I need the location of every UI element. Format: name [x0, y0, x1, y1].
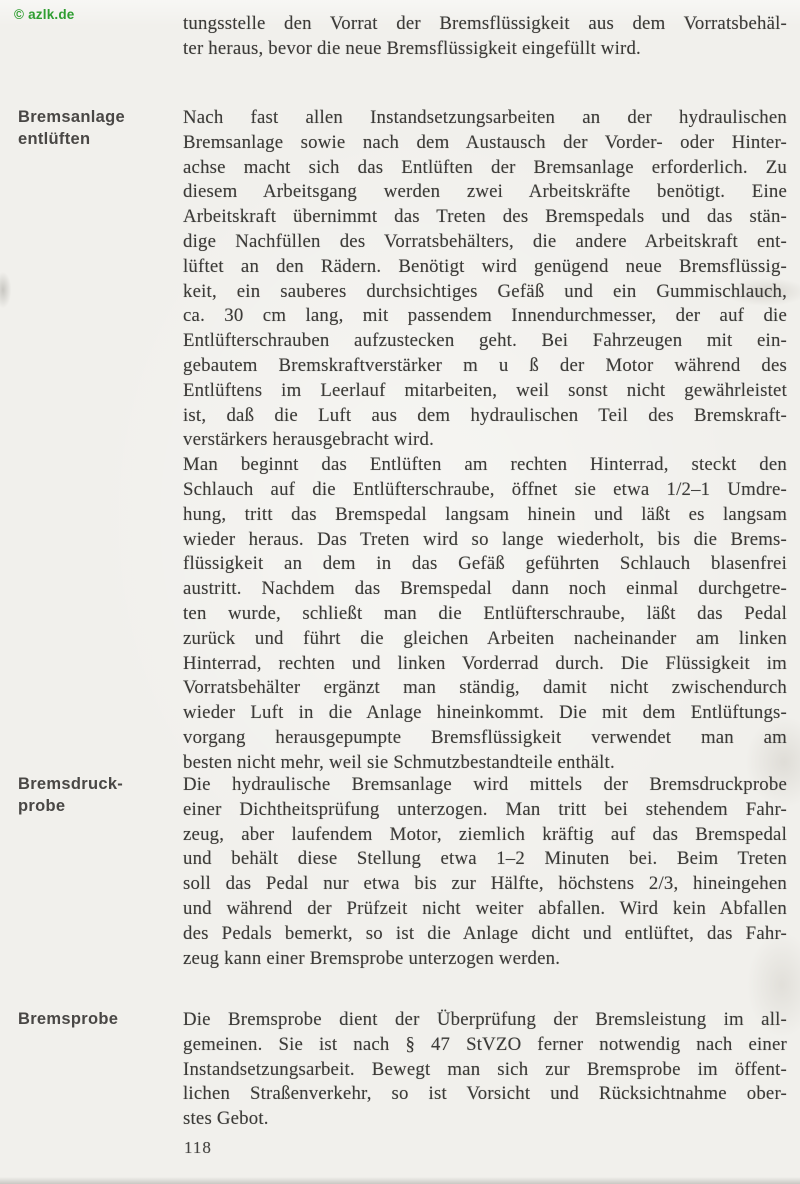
paragraph-bremsdruckprobe	[183, 773, 787, 971]
text-line: probe	[18, 797, 66, 816]
text-line: Nach fast allen Instandsetzungsarbeiten an der hydraulischen	[183, 107, 787, 128]
text-line: lichen Straßenverkehr, so ist Vorsicht und Rücksichtnahme ober-	[183, 1083, 787, 1105]
text-line: ist, daß die Luft aus dem hydraulischen Teil des Bremskraft-	[183, 404, 787, 426]
text-line: ten wurde, schließt man die Entlüfterschraube, läßt das Pedal	[183, 602, 787, 624]
text-line: wieder Luft in die Anlage hineinkommt. Die mit dem Entlüftungs-	[183, 702, 787, 724]
text-line: Bremsprobe	[18, 1010, 119, 1028]
text-line: ca. 30 cm lang, mit passendem Innendurchmesser, der auf die	[183, 305, 787, 327]
text-line: stes Gebot.	[183, 1108, 269, 1130]
text-line: des Pedals bemerkt, so ist die Anlage dicht und entlüftet, das Fahr-	[183, 922, 787, 944]
page-number: 118	[184, 1138, 212, 1157]
text-line: gemeinen. Sie ist nach § 47 StVZO ferner notwendig nach einer	[183, 1033, 787, 1055]
text-line: lüftet an den Rädern. Benötigt wird genügend neue Bremsflüssig-	[183, 255, 787, 277]
text-line: Bremsanlage	[18, 108, 125, 126]
text-line: austritt. Nachdem das Bremspedal dann noch einmal durchgetre-	[183, 578, 787, 600]
paragraph-intro-continuation	[183, 12, 787, 62]
text-line: zeug kann einer Bremsprobe unterzogen werden.	[183, 947, 561, 969]
text-line: Man beginnt das Entlüften am rechten Hinterrad, steckt den	[183, 454, 787, 476]
margin-heading-bremsprobe	[18, 1008, 173, 1030]
text-line: zeug, aber laufendem Motor, ziemlich kräftig auf das Bremspedal	[183, 823, 787, 845]
text-line: Bremsanlage sowie nach dem Austausch der Vorder- oder Hinter-	[183, 131, 787, 153]
text-line: Entlüfterschrauben aufzustecken geht. Bei Fahrzeugen mit ein-	[183, 330, 787, 352]
text-line: Schlauch auf die Entlüfterschraube, öffnet sie etwa 1/2–1 Umdre-	[183, 478, 787, 500]
paragraph-bremsprobe	[183, 1008, 787, 1132]
text-line: keit, ein sauberes durchsichtiges Gefäß und ein Gummischlauch,	[183, 280, 787, 302]
text-line: gebautem Bremskraftverstärker m u ß der Motor während des	[183, 354, 787, 376]
text-line: soll das Pedal nur etwa bis zur Hälfte, höchstens 2/3, hineingehen	[183, 873, 787, 895]
text-line: tungsstelle den Vorrat der Bremsflüssigkeit aus dem Vorratsbehäl-	[183, 13, 787, 34]
text-line: verstärkers herausgebracht wird.	[183, 429, 434, 451]
text-line: Vorratsbehälter ergänzt man ständig, damit nicht zwischendurch	[183, 677, 787, 699]
text-line: besten nicht mehr, weil sie Schmutzbestandteile enthält.	[183, 751, 615, 773]
text-line: flüssigkeit an dem in das Gefäß geführten Schlauch blasenfrei	[183, 553, 787, 575]
text-line: entlüften	[18, 130, 91, 149]
text-line: Arbeitskraft übernimmt das Treten des Bremspedals und das stän-	[183, 206, 787, 228]
text-line: Entlüftens im Leerlauf mitarbeiten, weil sonst nicht gewährleistet	[183, 379, 787, 401]
text-line: Hinterrad, rechten und linken Vorderrad durch. Die Flüssigkeit im	[183, 652, 787, 674]
text-line: wieder heraus. Das Treten wird so lange wiederholt, bis die Brems-	[183, 528, 787, 550]
text-line: Bremsdruck-	[18, 775, 124, 793]
paragraph-bremsanlage-entlueften	[183, 106, 787, 776]
text-line: dige Nachfüllen des Vorratsbehälters, die andere Arbeitskraft ent-	[183, 230, 787, 252]
text-line: Instandsetzungsarbeit. Bewegt man sich zur Bremsprobe im öffent-	[183, 1058, 787, 1080]
margin-heading-bremsdruckprobe	[18, 773, 173, 817]
text-line: Die hydraulische Bremsanlage wird mittels der Bremsdruckprobe	[183, 774, 787, 795]
text-line: und behält diese Stellung etwa 1–2 Minuten bei. Beim Treten	[183, 848, 787, 870]
text-line: hung, tritt das Bremspedal langsam hinein und läßt es langsam	[183, 503, 787, 525]
margin-heading-bremsanlage-entlueften	[18, 106, 173, 150]
text-line: achse macht sich das Entlüften der Bremsanlage erforderlich. Zu	[183, 156, 787, 178]
text-line: Die Bremsprobe dient der Überprüfung der Bremsleistung im all-	[183, 1009, 787, 1030]
watermark: © azlk.de	[14, 7, 75, 22]
text-line: ter heraus, bevor die neue Bremsflüssigkeit eingefüllt wird.	[183, 37, 641, 59]
text-line: einer Dichtheitsprüfung unterzogen. Man tritt bei stehendem Fahr-	[183, 798, 787, 820]
text-line: diesem Arbeitsgang werden zwei Arbeitskräfte benötigt. Eine	[183, 181, 787, 203]
text-line: zurück und führt die gleichen Arbeiten nacheinander am linken	[183, 627, 787, 649]
text-line: vorgang herausgepumpte Bremsflüssigkeit verwendet man am	[183, 726, 787, 748]
text-line: und während der Prüfzeit nicht weiter abfallen. Wird kein Abfallen	[183, 897, 787, 919]
